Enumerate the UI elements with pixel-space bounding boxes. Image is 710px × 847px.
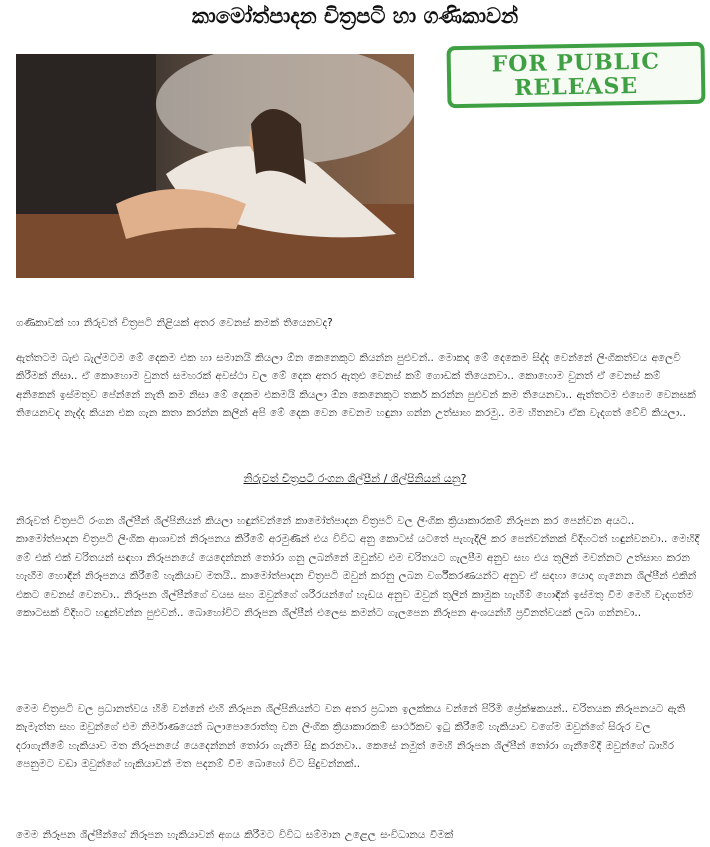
photo-illustration (16, 54, 414, 278)
paragraph-2: නිරුවත් චිත්‍රපටි රංගන ශිල්පීන් ශිල්පිනියන් කියලා හඳුන්වන්නේ කාමෝත්පාදන චිත්‍රපටි වල ලිංගික ක්‍රියාකාරකම් නිරූපන කර පෙන්වන අයට.. කාමෝත්පාදන චිත්‍රපටි ලිංගික ආශාවන් නිරූපනය කිරීමේ අරමුණින් එය විවිධ අනු කොටස් යටතේ පැහැදිලි කර පෙන්වන්නක් විදිහටත් හඳුන්වනවා.. මෙහිදී මේ එක් එක් චරිතයන් සඳහා නිරූපනයේ යෙදෙන්නන් තෝරා ගනු ලබන්නේ ඔවුන්ව එම චරිතයට ගැලපීම අනුව සහ එය තුලින් මවන්නට උත්සාහ කරන හැඟීම හොඳින් නිරූපනය කිරීමේ හැකියාව මතයි.. කාමෝත්පාදන චිත්‍රපටි ඔවුන් කරනු ලබන වර්ගීකරණයන්ට අනුව ඒ සදහා යොදා ගැනෙන ශිල්පීන් එකින් එකට වෙනස් වෙනවා.. නිරූපන ශිල්පීන්ගේ වයස සහ ඔවුන්ගේ ශරීරයන්ගේ හැඩය අනුව ඔවුන් තුලින් කාමුක හැඟීම් හොඳින් ඉස්මතු වීම මෙහි වැදගත්ම කොටසක් විදිහට හඳුන්වන්න පුළුවන්.. බොහෝවිට නිරූපන ශිල්පීන් එලෙස කමන්ට ගැලපෙන නිරූපන අංශයන්හී ප්‍රවීනත්වයක් ලබා ගන්නවා.. (16, 515, 700, 620)
page-title: කාමෝත්පාදන චිත්‍රපටි හා ගණිකාවන් (191, 4, 519, 28)
paragraph-1: ඇත්තටම බැළු බැල්මටම මේ දෙකම එක හා සමානයි කියලා ඕන කෙනෙකුට කියන්න පුළුවන්.. මොකද මේ දෙකෙම සිද්ද වෙන්නේ ලිංගිකත්වය අලෙවි කිරීමක් නිසා.. ඒ කොහොම වුනත් සමහරක් අවස්ථා වල මේ දෙක අතර ඇතුළු වෙනස් කම් ගොඩක් තියෙනවා.. කොහොම වුනත් ඒ වෙනස් කම් අනිකෙන් ඉස්මතුව පේන්නේ නැති කම නිසා මේ දෙකම එකමයි කියලා ඕන කෙනෙකුට තර්ක කරන්න පුළුවන් කම තියෙනවා.. ඇත්තටම එහෙම වෙනසක් තියෙනවද නැද්ද කියන එක ගැන කතා කරන්න කලින් අපි මේ දෙක වෙන වෙනම හඳුනා ගන්න උත්සාහ කරමු.. මම හිතනවා ඒක වැදගත් වේවි කියලා.. (16, 352, 696, 420)
stamp-line-1: FOR PUBLIC (491, 48, 661, 78)
bed-shape (16, 54, 156, 214)
paragraph-4: මෙම නිරූපන ශිල්පීන්ගේ නිරූපන හැකියාවන් අගය කිරීමට විවිධ සම්මාන උළෙල සංවිධානය වීමක් (16, 829, 454, 841)
for-public-release-stamp (446, 42, 705, 108)
question-text: ගණිකාවක් හා නිරුවත් චිත්‍රපටි නිළියක් අතර වෙනස් කමක් තියෙනවද? (16, 317, 333, 329)
stamp-line-2: RELEASE (513, 72, 639, 102)
photo (16, 54, 414, 278)
section-heading: නිරුවත් චිත්‍රපටි රංගන ශිල්පීන් / ශිල්පිනියන් යනු? (243, 472, 467, 485)
paragraph-3: මෙම චිත්‍රපටි වල ප්‍රධානත්වය හිමි වන්නේ එහි නිරූපන ශිල්පිනියන්ට වන අතර ප්‍රධාන ඉලක්කය වන්නේ පිරිමි ප්‍රේක්ෂකයන්.. චරිතයක නිරූපනයට ඇති කැමැත්ත සහ ඔවුන්ගේ එම නිර්මාණයෙන් බලාපොරොත්තු වන ලිංගික ක්‍රියාකාරකම් සාර්ථකව ඉටු කිරීමේ හැකියාව වගේම ඔවුන්ගේ සිරුර වල දරාගැනීමේ හැකියාව මත නිරූපනයේ යෙදෙන්නන් තෝරා ගැනීම සිදු කරනවා.. කෙසේ නමුත් මෙහි නිරූපන ශිල්පීන් තෝරා ගැනීමේදී ඔවුන්ගේ බාහිර පෙනුමට වඩා ඔවුන්ගේ හැකියාවන් මත පදනම් වීම බොහෝ විට සිදුවන්නක්.. (16, 703, 686, 771)
